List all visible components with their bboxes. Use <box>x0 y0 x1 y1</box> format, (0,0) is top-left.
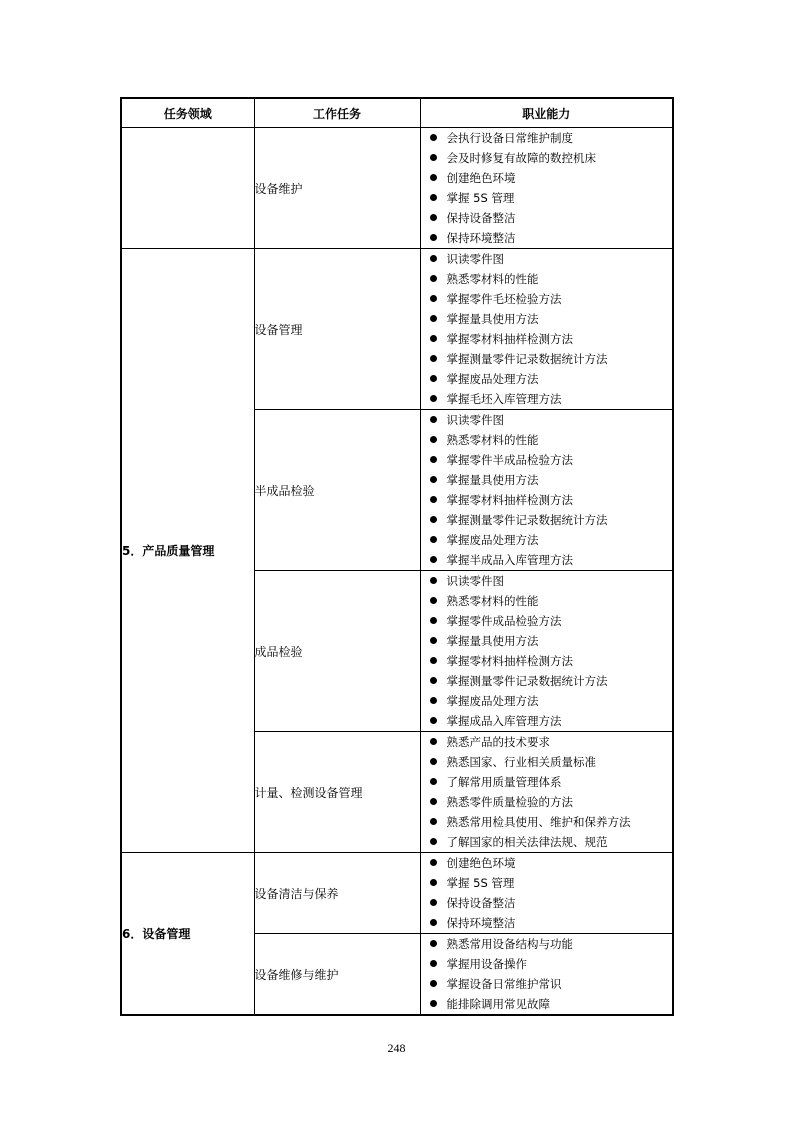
task-cell: 设备维修与维护 <box>254 934 420 1016</box>
task-cell: 设备维护 <box>254 128 420 249</box>
ability-item: 掌握零件毛坯检验方法 <box>421 289 673 309</box>
ability-item: 熟悉零材料的性能 <box>421 591 673 611</box>
ability-item: 了解国家的相关法律法规、规范 <box>421 832 673 852</box>
bullet-icon <box>430 818 437 825</box>
task-cell: 成品检验 <box>254 571 420 732</box>
task-cell: 计量、检测设备管理 <box>254 732 420 853</box>
bullet-icon <box>430 315 437 322</box>
header-ability: 职业能力 <box>420 98 673 128</box>
ability-item: 掌握设备日常维护常识 <box>421 974 673 994</box>
bullet-icon <box>430 436 437 443</box>
domain-cell: 6．设备管理 <box>121 853 254 1016</box>
bullet-icon <box>430 275 437 282</box>
bullet-icon <box>430 375 437 382</box>
ability-item: 掌握废品处理方法 <box>421 530 673 550</box>
ability-item: 保持环境整洁 <box>421 228 673 248</box>
bullet-icon <box>430 516 437 523</box>
ability-item: 熟悉零材料的性能 <box>421 269 673 289</box>
ability-item: 掌握测量零件记录数据统计方法 <box>421 349 673 369</box>
ability-item: 掌握零材料抽样检测方法 <box>421 329 673 349</box>
ability-item: 了解常用质量管理体系 <box>421 772 673 792</box>
ability-cell <box>420 934 673 1016</box>
table-header-row <box>121 98 673 128</box>
ability-cell <box>420 410 673 571</box>
bullet-icon <box>430 919 437 926</box>
bullet-icon <box>430 637 437 644</box>
task-cell: 设备清洁与保养 <box>254 853 420 934</box>
ability-item: 熟悉国家、行业相关质量标准 <box>421 752 673 772</box>
ability-item: 会及时修复有故障的数控机床 <box>421 148 673 168</box>
table-row <box>121 249 673 410</box>
ability-item: 掌握用设备操作 <box>421 954 673 974</box>
ability-cell <box>420 128 673 249</box>
bullet-icon <box>430 597 437 604</box>
bullet-icon <box>430 838 437 845</box>
bullet-icon <box>430 1000 437 1007</box>
bullet-icon <box>430 255 437 262</box>
ability-list <box>421 128 673 248</box>
ability-item: 保持环境整洁 <box>421 913 673 933</box>
bullet-icon <box>430 879 437 886</box>
bullet-icon <box>430 134 437 141</box>
bullet-icon <box>430 335 437 342</box>
ability-item: 掌握废品处理方法 <box>421 691 673 711</box>
ability-item: 掌握 5S 管理 <box>421 188 673 208</box>
bullet-icon <box>430 758 437 765</box>
ability-item: 熟悉零材料的性能 <box>421 430 673 450</box>
ability-item: 创建绝色环境 <box>421 853 673 873</box>
bullet-icon <box>430 416 437 423</box>
ability-item: 掌握测量零件记录数据统计方法 <box>421 671 673 691</box>
ability-item: 识读零件图 <box>421 571 673 591</box>
ability-item: 熟悉常用检具使用、维护和保养方法 <box>421 812 673 832</box>
bullet-icon <box>430 154 437 161</box>
ability-item: 能排除调用常见故障 <box>421 994 673 1014</box>
bullet-icon <box>430 980 437 987</box>
competency-table <box>120 97 674 1016</box>
bullet-icon <box>430 194 437 201</box>
ability-item: 识读零件图 <box>421 249 673 269</box>
ability-list <box>421 853 673 933</box>
bullet-icon <box>430 940 437 947</box>
ability-item: 掌握废品处理方法 <box>421 369 673 389</box>
bullet-icon <box>430 657 437 664</box>
page-number: 248 <box>387 1041 406 1055</box>
bullet-icon <box>430 859 437 866</box>
bullet-icon <box>430 355 437 362</box>
ability-cell <box>420 571 673 732</box>
ability-item: 掌握量具使用方法 <box>421 470 673 490</box>
ability-item: 熟悉产品的技术要求 <box>421 732 673 752</box>
ability-item: 掌握零材料抽样检测方法 <box>421 651 673 671</box>
ability-item: 掌握 5S 管理 <box>421 873 673 893</box>
bullet-icon <box>430 738 437 745</box>
ability-item: 保持设备整洁 <box>421 208 673 228</box>
ability-item: 掌握量具使用方法 <box>421 631 673 651</box>
bullet-icon <box>430 677 437 684</box>
ability-cell <box>420 249 673 410</box>
bullet-icon <box>430 577 437 584</box>
bullet-icon <box>430 476 437 483</box>
ability-item: 会执行设备日常维护制度 <box>421 128 673 148</box>
ability-item: 掌握毛坯入库管理方法 <box>421 389 673 409</box>
bullet-icon <box>430 395 437 402</box>
ability-list <box>421 410 673 570</box>
domain-cell: 5．产品质量管理 <box>121 249 254 853</box>
bullet-icon <box>430 717 437 724</box>
ability-item: 识读零件图 <box>421 410 673 430</box>
ability-list <box>421 249 673 409</box>
bullet-icon <box>430 174 437 181</box>
bullet-icon <box>430 234 437 241</box>
ability-item: 掌握半成品入库管理方法 <box>421 550 673 570</box>
bullet-icon <box>430 899 437 906</box>
bullet-icon <box>430 456 437 463</box>
domain-cell <box>121 128 254 249</box>
ability-list <box>421 934 673 1014</box>
table-row <box>121 128 673 249</box>
bullet-icon <box>430 778 437 785</box>
header-task: 工作任务 <box>254 98 420 128</box>
bullet-icon <box>430 697 437 704</box>
ability-item: 掌握零件成品检验方法 <box>421 611 673 631</box>
ability-list <box>421 732 673 852</box>
ability-item: 掌握零件半成品检验方法 <box>421 450 673 470</box>
ability-cell <box>420 853 673 934</box>
ability-cell <box>420 732 673 853</box>
ability-item: 保持设备整洁 <box>421 893 673 913</box>
bullet-icon <box>430 556 437 563</box>
ability-item: 熟悉常用设备结构与功能 <box>421 934 673 954</box>
bullet-icon <box>430 536 437 543</box>
ability-item: 掌握成品入库管理方法 <box>421 711 673 731</box>
ability-item: 掌握量具使用方法 <box>421 309 673 329</box>
table-row <box>121 853 673 934</box>
bullet-icon <box>430 960 437 967</box>
task-cell: 半成品检验 <box>254 410 420 571</box>
bullet-icon <box>430 295 437 302</box>
ability-item: 熟悉零件质量检验的方法 <box>421 792 673 812</box>
bullet-icon <box>430 214 437 221</box>
ability-item: 创建绝色环境 <box>421 168 673 188</box>
task-cell: 设备管理 <box>254 249 420 410</box>
bullet-icon <box>430 496 437 503</box>
ability-item: 掌握测量零件记录数据统计方法 <box>421 510 673 530</box>
header-domain: 任务领域 <box>121 98 254 128</box>
ability-item: 掌握零材料抽样检测方法 <box>421 490 673 510</box>
bullet-icon <box>430 798 437 805</box>
bullet-icon <box>430 617 437 624</box>
ability-list <box>421 571 673 731</box>
